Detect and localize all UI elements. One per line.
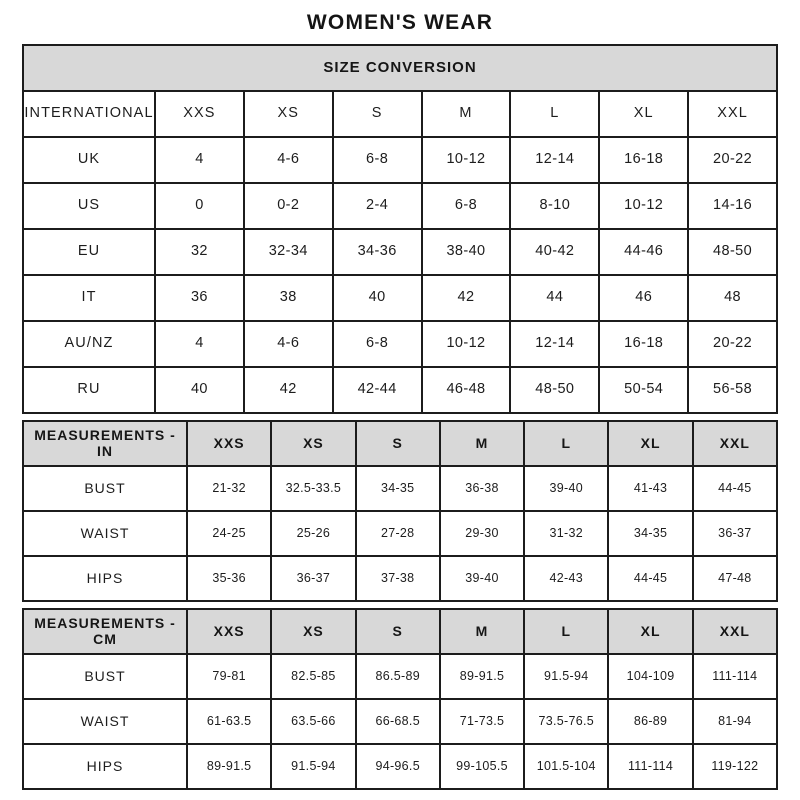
size-conversion-title: SIZE CONVERSION [24, 46, 776, 90]
header-cell-l: L [525, 610, 607, 653]
size-value-cell: 6-8 [423, 184, 510, 228]
size-conversion-table [22, 44, 778, 414]
measurement-value-cell: 41-43 [609, 467, 691, 510]
measurement-value-cell: 42-43 [525, 557, 607, 600]
size-value-cell: 50-54 [600, 368, 687, 412]
size-value-cell: 4-6 [245, 138, 332, 182]
size-value-cell: 48-50 [689, 230, 776, 274]
size-value-cell: 42 [245, 368, 332, 412]
measurement-value-cell: 61-63.5 [188, 700, 270, 743]
measurement-value-cell: 32.5-33.5 [272, 467, 354, 510]
measurement-value-cell: 34-35 [609, 512, 691, 555]
row-label-it: IT [24, 276, 154, 320]
size-value-cell: 40-42 [511, 230, 598, 274]
measurement-value-cell: 25-26 [272, 512, 354, 555]
size-value-cell: 4 [156, 322, 243, 366]
measurement-value-cell: 89-91.5 [441, 655, 523, 698]
measurement-value-cell: 91.5-94 [525, 655, 607, 698]
measurement-value-cell: 44-45 [694, 467, 776, 510]
size-value-cell: 10-12 [423, 138, 510, 182]
measurement-value-cell: 89-91.5 [188, 745, 270, 788]
row-label-bust: BUST [24, 467, 186, 510]
header-cell-xxs: XXS [156, 92, 243, 136]
header-cell-xxs: XXS [188, 610, 270, 653]
size-value-cell: 20-22 [689, 322, 776, 366]
measurement-value-cell: 36-37 [694, 512, 776, 555]
header-cell-s: S [357, 610, 439, 653]
size-value-cell: 14-16 [689, 184, 776, 228]
measurement-value-cell: 36-37 [272, 557, 354, 600]
measurement-value-cell: 24-25 [188, 512, 270, 555]
header-cell-xs: XS [272, 610, 354, 653]
size-value-cell: 12-14 [511, 322, 598, 366]
size-value-cell: 2-4 [334, 184, 421, 228]
measurement-value-cell: 34-35 [357, 467, 439, 510]
measurement-value-cell: 44-45 [609, 557, 691, 600]
size-value-cell: 42-44 [334, 368, 421, 412]
measurement-value-cell: 91.5-94 [272, 745, 354, 788]
size-value-cell: 44-46 [600, 230, 687, 274]
size-value-cell: 0 [156, 184, 243, 228]
row-label-waist: WAIST [24, 700, 186, 743]
header-cell-xs: XS [245, 92, 332, 136]
measurement-value-cell: 35-36 [188, 557, 270, 600]
measurement-value-cell: 63.5-66 [272, 700, 354, 743]
measurement-value-cell: 111-114 [694, 655, 776, 698]
row-label-bust: BUST [24, 655, 186, 698]
measurements-in-table [22, 420, 778, 602]
row-label-hips: HIPS [24, 745, 186, 788]
measurement-value-cell: 104-109 [609, 655, 691, 698]
size-value-cell: 16-18 [600, 138, 687, 182]
measurement-value-cell: 21-32 [188, 467, 270, 510]
header-cell-s: S [357, 422, 439, 465]
size-value-cell: 42 [423, 276, 510, 320]
measurements-cm-title: MEASUREMENTS - CM [24, 610, 186, 653]
size-value-cell: 40 [156, 368, 243, 412]
size-value-cell: 46 [600, 276, 687, 320]
measurement-value-cell: 86-89 [609, 700, 691, 743]
header-cell-xxl: XXL [694, 422, 776, 465]
header-cell-xxl: XXL [689, 92, 776, 136]
measurement-value-cell: 94-96.5 [357, 745, 439, 788]
row-label-waist: WAIST [24, 512, 186, 555]
measurement-value-cell: 101.5-104 [525, 745, 607, 788]
measurement-value-cell: 86.5-89 [357, 655, 439, 698]
header-cell-xl: XL [600, 92, 687, 136]
size-value-cell: 32-34 [245, 230, 332, 274]
header-cell-l: L [525, 422, 607, 465]
size-value-cell: 36 [156, 276, 243, 320]
measurement-value-cell: 37-38 [357, 557, 439, 600]
measurement-value-cell: 36-38 [441, 467, 523, 510]
size-value-cell: 0-2 [245, 184, 332, 228]
size-value-cell: 6-8 [334, 322, 421, 366]
measurement-value-cell: 82.5-85 [272, 655, 354, 698]
size-value-cell: 16-18 [600, 322, 687, 366]
row-label-uk: UK [24, 138, 154, 182]
size-value-cell: 48-50 [511, 368, 598, 412]
measurement-value-cell: 71-73.5 [441, 700, 523, 743]
row-label-eu: EU [24, 230, 154, 274]
size-value-cell: 6-8 [334, 138, 421, 182]
page-title: WOMEN'S WEAR [306, 11, 494, 34]
measurement-value-cell: 39-40 [525, 467, 607, 510]
size-value-cell: 20-22 [689, 138, 776, 182]
header-cell-xl: XL [609, 610, 691, 653]
size-value-cell: 38 [245, 276, 332, 320]
row-label-us: US [24, 184, 154, 228]
measurements-in-title: MEASUREMENTS - IN [24, 422, 186, 465]
size-value-cell: 40 [334, 276, 421, 320]
measurement-value-cell: 73.5-76.5 [525, 700, 607, 743]
row-label-hips: HIPS [24, 557, 186, 600]
size-value-cell: 10-12 [423, 322, 510, 366]
header-cell-s: S [334, 92, 421, 136]
measurement-value-cell: 99-105.5 [441, 745, 523, 788]
size-value-cell: 12-14 [511, 138, 598, 182]
size-value-cell: 38-40 [423, 230, 510, 274]
measurements-cm-table [22, 608, 778, 790]
size-value-cell: 4-6 [245, 322, 332, 366]
measurement-value-cell: 39-40 [441, 557, 523, 600]
size-value-cell: 4 [156, 138, 243, 182]
measurement-value-cell: 47-48 [694, 557, 776, 600]
size-value-cell: 10-12 [600, 184, 687, 228]
header-cell-xxl: XXL [694, 610, 776, 653]
size-value-cell: 46-48 [423, 368, 510, 412]
measurement-value-cell: 66-68.5 [357, 700, 439, 743]
size-value-cell: 32 [156, 230, 243, 274]
size-value-cell: 48 [689, 276, 776, 320]
header-cell-m: M [423, 92, 510, 136]
header-cell-xs: XS [272, 422, 354, 465]
size-value-cell: 44 [511, 276, 598, 320]
header-cell-m: M [441, 422, 523, 465]
header-cell-xl: XL [609, 422, 691, 465]
header-cell-m: M [441, 610, 523, 653]
measurement-value-cell: 79-81 [188, 655, 270, 698]
measurement-value-cell: 81-94 [694, 700, 776, 743]
header-cell-international: INTERNATIONAL [24, 92, 154, 136]
measurement-value-cell: 29-30 [441, 512, 523, 555]
measurement-value-cell: 27-28 [357, 512, 439, 555]
size-value-cell: 56-58 [689, 368, 776, 412]
header-cell-l: L [511, 92, 598, 136]
size-value-cell: 34-36 [334, 230, 421, 274]
measurement-value-cell: 111-114 [609, 745, 691, 788]
size-value-cell: 8-10 [511, 184, 598, 228]
chart-sheet [22, 44, 778, 790]
header-cell-xxs: XXS [188, 422, 270, 465]
row-label-aunz: AU/NZ [24, 322, 154, 366]
measurement-value-cell: 31-32 [525, 512, 607, 555]
row-label-ru: RU [24, 368, 154, 412]
measurement-value-cell: 119-122 [694, 745, 776, 788]
